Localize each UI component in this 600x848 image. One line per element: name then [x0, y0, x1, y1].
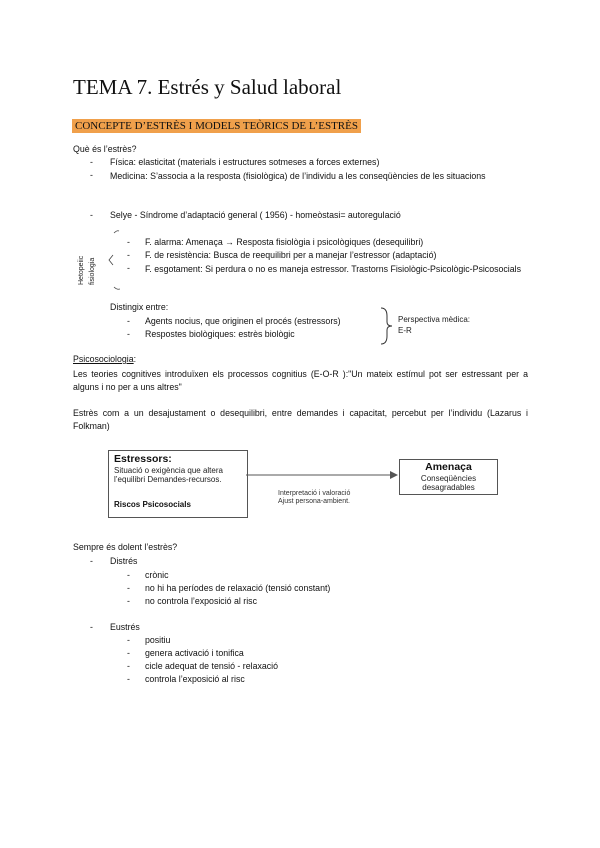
threat-body: Conseqüències desagradables: [420, 474, 477, 492]
eustres-label: Eustrés: [110, 622, 140, 632]
handwritten-marks: [80, 225, 120, 295]
phase-item: F. alarma: Amenaça → Resposta fisiològia i psicològiques (desequilibri): [145, 237, 424, 247]
distinguish-item: Respostes biològiques: estrès biològic: [145, 329, 295, 339]
phase-item: F. esgotament: Si perdura o no es maneja estressor. Trastorns Fisiològic-Psicològic-Psicosocials: [145, 264, 521, 274]
dash-bullet: -: [90, 556, 93, 566]
phase-item: F. de resistència: Busca de reequilibri per a manejar l’estressor (adaptació): [145, 250, 437, 260]
eustres-item: cicle adequat de tensió - relaxació: [145, 661, 279, 671]
definition-item: Física: elasticitat (materials i estructures sotmeses a forces externes): [110, 157, 380, 167]
curly-brace: [378, 306, 394, 346]
lazarus-paragraph: Estrès com a un desajustament o desequilibri, entre demandes i capacitat, percebut per l’individu (Lazarus i Folkman): [73, 408, 528, 431]
question-always-bad: Sempre és dolent l’estrès?: [73, 542, 178, 552]
eustres-item: positiu: [145, 635, 171, 645]
stressors-footer: Riscos Psicosocials: [114, 500, 191, 509]
dash-bullet: -: [127, 250, 130, 260]
arrow-label: Interpretació i valoració: [278, 490, 351, 497]
stressors-title: Estressors:: [114, 453, 172, 465]
arrow: [246, 470, 400, 480]
dash-bullet: -: [127, 583, 130, 593]
psicosociologia-label: Psicosociologia: [73, 354, 134, 364]
perspective-note: Perspectiva mèdica:: [398, 315, 471, 324]
dash-bullet: -: [90, 157, 93, 167]
distinguish-item: Agents nocius, que originen el procés (estressors): [145, 316, 341, 326]
stressors-body: Situació o exigència que altera l’equilibri Demandes-recursos.: [114, 466, 223, 484]
distres-item: no hi ha períodes de relaxació (tensió constant): [145, 583, 331, 593]
stressors-box: [108, 450, 248, 518]
threat-title: Amenaça: [425, 461, 472, 473]
psico-paragraph: Les teories cognitives introduïxen els processos cognitius (E-O-R ):"Un mateix estímul pot ser estressant per a alguns i no per a uns altres": [73, 369, 528, 392]
handwritten-note: fisiologia: [89, 257, 96, 285]
dash-bullet: -: [127, 263, 130, 273]
dash-bullet: -: [127, 570, 130, 580]
threat-box: [399, 459, 498, 495]
perspective-note: E-R: [398, 326, 412, 335]
question-what-is-stress: Què és l’estrès?: [73, 144, 137, 154]
eustres-item: controla l’exposició al risc: [145, 674, 245, 684]
dash-bullet: -: [127, 237, 130, 247]
distres-item: crònic: [145, 570, 169, 580]
distinguish-line: Distingix entre:: [110, 302, 169, 312]
dash-bullet: -: [127, 674, 130, 684]
dash-bullet: -: [127, 635, 130, 645]
distres-label: Distrés: [110, 556, 138, 566]
dash-bullet: -: [127, 329, 130, 339]
heading-colon: :: [133, 354, 137, 364]
eustres-item: genera activació i tonifica: [145, 648, 244, 658]
arrow-label: Ajust persona-ambient.: [278, 498, 350, 505]
handwritten-note: Hetopeiic: [78, 255, 85, 285]
dash-bullet: -: [90, 210, 93, 220]
dash-bullet: -: [90, 170, 93, 180]
selye-line: Selye - Síndrome d’adaptació general ( 1956) - homeòstasi= autoregulació: [110, 210, 401, 220]
dash-bullet: -: [90, 622, 93, 632]
distres-item: no controla l’exposició al risc: [145, 596, 257, 606]
psicosociologia-heading: [73, 354, 136, 364]
section-heading: CONCEPTE D’ESTRÈS I MODELS TEÒRICS DE L’ESTRÈS: [72, 119, 361, 133]
dash-bullet: -: [127, 316, 130, 326]
definition-item: Medicina: S’associa a la resposta (fisiològica) de l’individu a les conseqüències de les situacions: [110, 171, 486, 181]
dash-bullet: -: [127, 661, 130, 671]
dash-bullet: -: [127, 648, 130, 658]
page-title: TEMA 7. Estrés y Salud laboral: [73, 75, 342, 99]
dash-bullet: -: [127, 596, 130, 606]
